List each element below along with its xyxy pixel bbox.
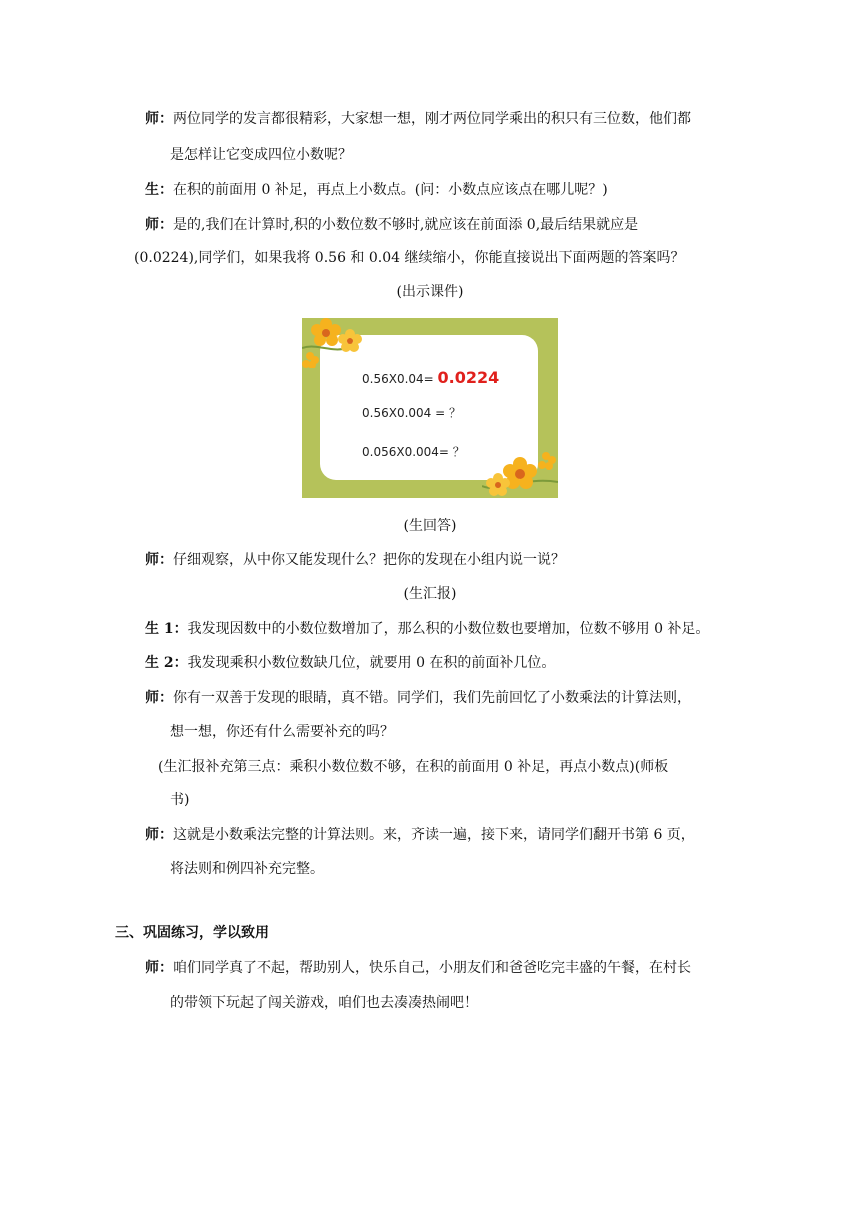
speaker-label: 生 1： [145,621,188,637]
paragraph-text: 仔细观察，从中你又能发现什么？把你的发现在小组内说一说？ [173,552,565,568]
note-student-report: (生汇报) [403,586,457,602]
slide-equation-2: 0.56X0.004 = ？ [362,406,461,420]
slide-equation-3: 0.056X0.004= ？ [362,445,465,459]
paragraph-2 [145,180,608,200]
paragraph-10-line-1 [145,958,691,978]
speaker-label: 师： [145,111,173,127]
paragraph-8-line-2: 书) [170,792,190,808]
paragraph-text: 两位同学的发言都很精彩，大家想一想，刚才两位同学乘出的积只有三位数，他们都 [173,111,691,127]
speaker-label: 师： [145,552,173,568]
note-show-slide: (出示课件) [396,284,464,300]
paragraph-8-line-1: (生汇报补充第三点：乘积小数位数不够，在积的前面用 0 补足，再点小数点)(师板 [158,759,669,775]
speaker-label: 师： [145,217,173,233]
paragraph-10-line-2: 的带领下玩起了闯关游戏，咱们也去凑凑热闹吧！ [170,995,478,1011]
section-heading: 三、巩固练习，学以致用 [115,925,269,941]
paragraph-7-line-2: 想一想，你还有什么需要补充的吗？ [170,724,394,740]
speaker-label: 生 2： [145,655,188,671]
paragraph-4 [145,550,565,570]
paragraph-6 [145,653,555,673]
speaker-label: 师： [145,690,173,706]
note-student-answer: (生回答) [403,518,457,534]
flower-top-left-icon [302,318,372,368]
paragraph-3-line-1 [145,215,638,235]
paragraph-1-line-2: 是怎样让它变成四位小数呢？ [170,147,352,163]
paragraph-text: 在积的前面用 0 补足，再点上小数点。(问：小数点应该点在哪儿呢？) [173,182,608,198]
paragraph-text: 我发现因数中的小数位数增加了，那么积的小数位数也要增加，位数不够用 0 补足。 [187,621,710,637]
paragraph-5 [145,619,709,639]
equation-text: 0.56X0.04= [362,372,434,386]
paragraph-text: 我发现乘积小数位数缺几位，就要用 0 在积的前面补几位。 [187,655,556,671]
paragraph-text: 是的,我们在计算时,积的小数位数不够时,就应该在前面添 0,最后结果就应是 [173,217,639,233]
paragraph-9-line-2: 将法则和例四补充完整。 [170,861,324,877]
slide-equation-1 [362,368,499,387]
speaker-label: 生： [145,182,173,198]
paragraph-9-line-1 [145,825,695,845]
paragraph-7-line-1 [145,688,691,708]
paragraph-text: 你有一双善于发现的眼睛，真不错。同学们，我们先前回忆了小数乘法的计算法则， [173,690,691,706]
paragraph-3-line-2: (0.0224),同学们，如果我将 0.56 和 0.04 继续缩小，你能直接说出下面两题的答案吗？ [134,250,685,266]
equation-answer: 0.0224 [437,368,500,387]
speaker-label: 师： [145,960,173,976]
paragraph-text: 这就是小数乘法完整的计算法则。来，齐读一遍，接下来，请同学们翻开书第 6 页， [173,827,695,843]
flower-bottom-right-icon [482,446,558,498]
paragraph-1-line-1 [145,109,691,129]
paragraph-text: 咱们同学真了不起，帮助别人，快乐自己，小朋友们和爸爸吃完丰盛的午餐，在村长 [173,960,691,976]
courseware-slide [302,318,558,498]
speaker-label: 师： [145,827,173,843]
